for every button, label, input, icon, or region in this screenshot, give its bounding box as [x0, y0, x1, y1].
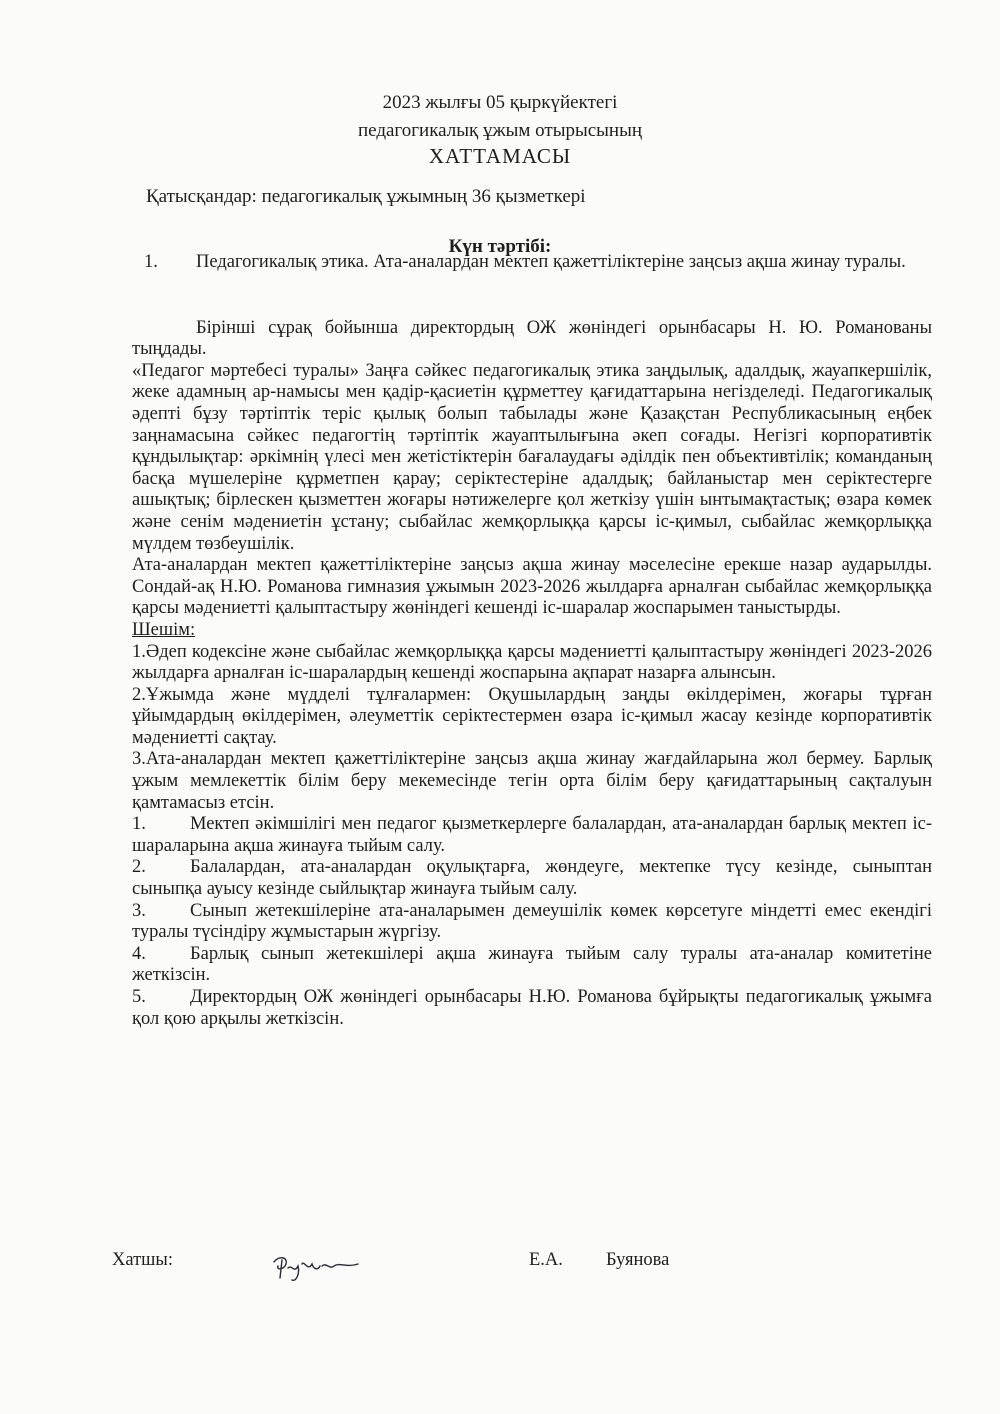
secretary-label: Хатшы: [112, 1250, 173, 1270]
list-item-number: 5. [132, 987, 146, 1007]
list-item-number: 3. [132, 900, 146, 921]
agenda-item-number: 1. [144, 252, 158, 272]
handwritten-signature [268, 1252, 368, 1288]
paragraph-ethics: «Педагог мәртебесі туралы» Заңға сәйкес педагогикалық этика заңдылық, адалдық, жауапкершілік, жеке адамның ар-намысы мен қадір-қасиетін құрметтеу қағидаттарына негізделеді. Педагогикалық әдепті бұзу тәртіптік теріс қылық болып табылады және Қазақстан Республикасының еңбек заңнамасына сәйкес педагогтің тәртіптік жауаптылығына әкеп соғады. Негізгі корпоративтік құндылықтар: әркімнің үлесі мен жетістіктерін бағалаудағы әділдік пен объективтілік; команданың басқа мүшелеріне құрметпен қарау; серіктестеріне адалдық; байланыстар мен серіктестерге ашықтық; бірлескен қызметтен жоғары нәтижелерге қол жеткізу үшін ынтымақтастық; өзара көмек және сенім мәдениетін ұстану; сыбайлас жемқорлыққа қарсы іс-қимыл, сыбайлас жемқорлыққа мүлдем төзбеушілік. [132, 360, 932, 554]
list-item-text: Барлық сынып жетекшілері ақша жинауға тыйым салу туралы ата-аналар комитетіне жеткізсін. [132, 943, 932, 986]
list-item-text: Мектеп әкімшілігі мен педагог қызметкерлерге балалардан, ата-аналардан барлық мектеп іс-шараларына ақша жинауға тыйым салу. [132, 814, 932, 856]
list-item-number: 1. [132, 814, 146, 835]
protocol-date: 2023 жылғы 05 қыркүйектегі [382, 92, 618, 113]
list-item [132, 857, 932, 900]
decision-3: 3.Ата-аналардан мектеп қажеттіліктеріне заңсыз ақша жинау жағдайларына жол бермеу. Барлық ұжым мемлекеттік білім беру мекемесінде тегін орта білім беру қағидаттарының сақталуын қамтамасыз етсін. [132, 749, 932, 813]
list-item-number: 2. [132, 857, 146, 878]
agenda-item-text: Педагогикалық этика. Ата-аналардан мектеп қажеттіліктеріне заңсыз ақша жинау туралы. [196, 252, 906, 272]
document-body [132, 252, 932, 1030]
protocol-title: ХАТТАМАСЫ [428, 144, 572, 168]
list-item-text: Балалардан, ата-аналардан оқулықтарға, жөндеуге, мектепке түсу кезінде, сыныптан сыныпқа ауысу кезінде сыйлықтар жинауға тыйым салу. [132, 857, 932, 900]
secretary-initials: Е.А. [529, 1250, 563, 1270]
list-item-text: Директордың ОЖ жөніндегі орынбасары Н.Ю. Романова бұйрықты педагогикалық ұжымға қол қою арқылы жеткізсін. [132, 987, 932, 1029]
paragraph-fundraising: Ата-аналардан мектеп қажеттіліктеріне заңсыз ақша жинау мәселесіне ерекше назар аударылды. Сондай-ақ Н.Ю. Романова гимназия ұжымын 2023-2026 жылдарға арналған сыбайлас жемқорлыққа қарсы мәдениетті қалыптастыру жөніндегі кешенді іс-шаралар жоспарымен таныстырды. [132, 555, 932, 619]
protocol-subtitle: педагогикалық ұжым отырысының [357, 120, 643, 141]
list-item [132, 814, 932, 857]
agenda-item [132, 252, 932, 274]
decision-2: 2.Ұжымда және мүдделі тұлғалармен: Оқушылардың заңды өкілдерімен, жоғары тұрған ұйымдардың өкілдерімен, әлеуметтік серіктестермен өзара іс-қимыл жасау кезінде корпоративтік мәдениетті сақтау. [132, 684, 932, 748]
participants-line: Қатысқандар: педагогикалық ұжымның 36 қызметкері [146, 186, 586, 207]
paragraph-listened: Бірінші сұрақ бойынша директордың ОЖ жөніндегі орынбасары Н. Ю. Романованы тыңдады. [132, 317, 932, 360]
list-item [132, 901, 932, 944]
list-item [132, 944, 932, 987]
list-item-text: Сынып жетекшілеріне ата-аналарымен демеушілік көмек көрсетуге міндетті емес екендігі туралы түсіндіру жұмыстарын жүргізу. [132, 900, 932, 943]
secretary-surname: Буянова [606, 1250, 670, 1270]
list-item [132, 987, 932, 1030]
decision-1: 1.Әдеп кодексіне және сыбайлас жемқорлыққа қарсы мәдениетті қалыптастыру жөніндегі 2023-2026 жылдарға арналған іс-шаралардың кешенді жоспарына ақпарат назарға алынсын. [132, 641, 932, 684]
decision-title: Шешім: [132, 619, 196, 640]
agenda-title: Күн тәртібі: [448, 236, 552, 257]
list-item-number: 4. [132, 943, 146, 964]
